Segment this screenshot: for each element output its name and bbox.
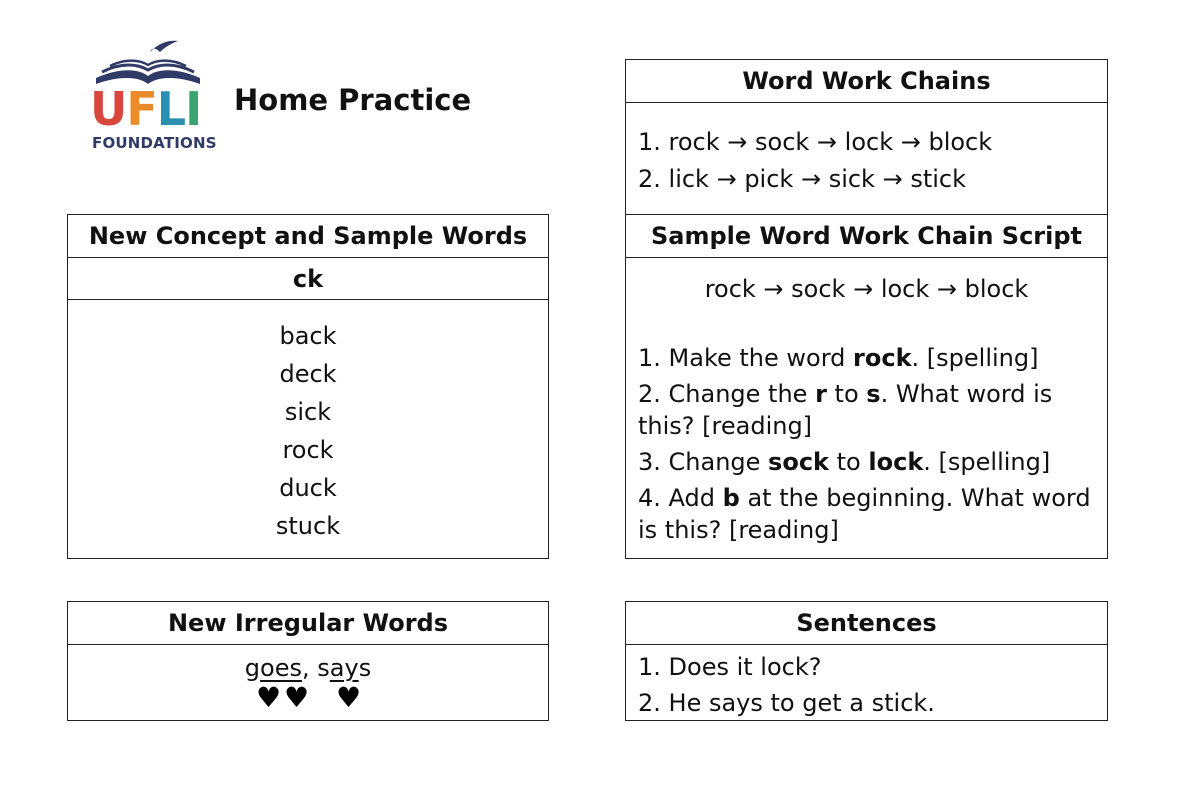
logo-letter-l: L [156, 82, 186, 136]
logo-subtitle: FOUNDATIONS [92, 134, 217, 152]
concept-header: New Concept and Sample Words [68, 215, 548, 258]
sample-word: rock [282, 436, 334, 464]
sample-word: deck [279, 360, 337, 388]
irregular-part: ay [329, 654, 359, 682]
script-step: 3. Change sock to lock. [spelling] [638, 448, 1051, 476]
sentences-box [625, 601, 1108, 721]
script-step: 4. Add b at the beginning. What word is this? [reading] [638, 484, 1091, 544]
script-chain: rock → sock → lock → block [704, 275, 1029, 303]
chains-header: Word Work Chains [626, 60, 1107, 103]
ufli-logo [88, 38, 217, 158]
sample-word: back [279, 322, 337, 350]
chains-box [625, 59, 1108, 216]
heart-icon: ♥ [336, 681, 362, 714]
sample-word-list [68, 317, 548, 545]
sample-word: stuck [275, 512, 341, 540]
heart-icon: ♥ [256, 681, 282, 714]
sentences-header: Sentences [626, 602, 1107, 645]
irregular-word-says: says [317, 654, 372, 682]
sentence-list [638, 649, 1107, 721]
script-box [625, 214, 1108, 559]
sentence: 2. He says to get a stick. [638, 689, 935, 717]
sample-word: sick [284, 398, 332, 426]
concept-box [67, 214, 549, 559]
script-step: 1. Make the word rock. [spelling] [638, 344, 1039, 372]
sentence: 1. Does it lock? [638, 653, 822, 681]
page-title: Home Practice [234, 83, 472, 117]
heart-icon: ♥ [284, 681, 310, 714]
irregular-words: goes, says [244, 654, 372, 682]
chain-line: 1. rock → sock → lock → block [638, 128, 993, 156]
logo-letter-f: F [126, 82, 157, 136]
irregular-word-goes: goes [244, 654, 302, 682]
script-step: 2. Change the r to s. What word is this? [reading] [638, 380, 1053, 440]
concept-focus: ck [68, 258, 548, 300]
logo-letters [90, 84, 201, 134]
logo-letter-u: U [90, 82, 127, 136]
irregular-header: New Irregular Words [68, 602, 548, 645]
script-steps [638, 342, 1095, 546]
irregular-part: oes [260, 654, 302, 682]
script-header: Sample Word Work Chain Script [626, 215, 1107, 258]
logo-letter-i: I [185, 82, 202, 136]
chain-list [638, 124, 1107, 198]
sample-word: duck [279, 474, 337, 502]
chain-line: 2. lick → pick → sick → stick [638, 165, 966, 193]
